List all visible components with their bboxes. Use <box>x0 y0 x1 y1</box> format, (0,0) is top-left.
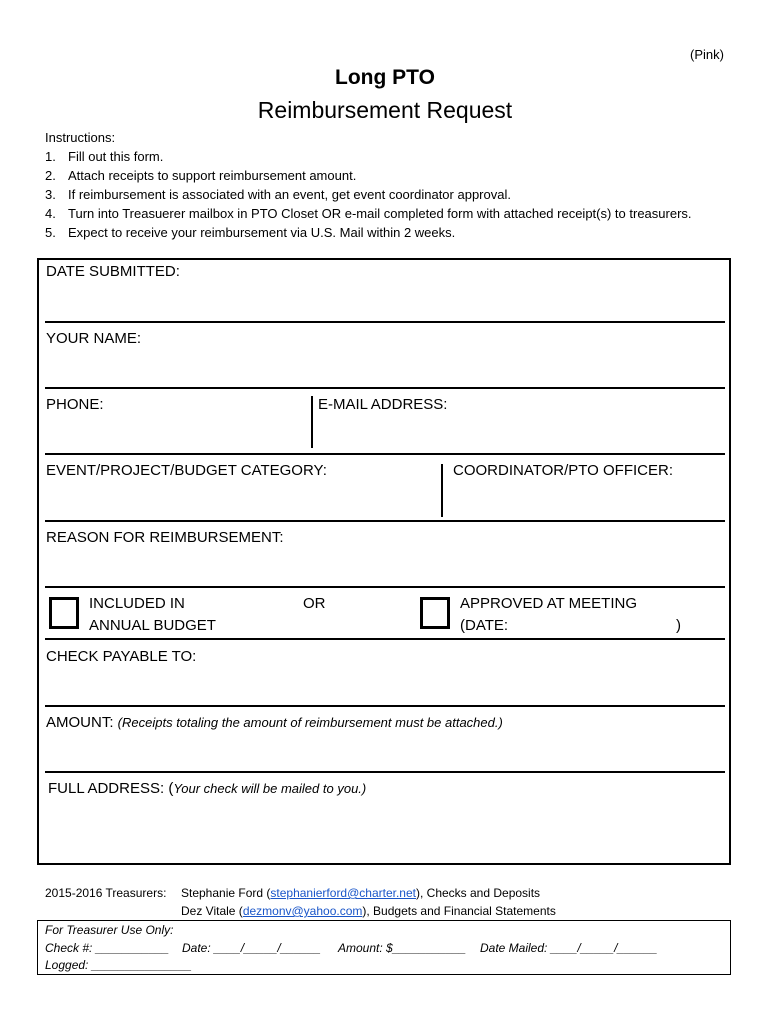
instruction-number: 1. <box>45 149 56 164</box>
amount-note: (Receipts totaling the amount of reimbursement must be attached.) <box>117 715 503 730</box>
event-coordinator-divider <box>441 464 443 517</box>
date-submitted-label: DATE SUBMITTED: <box>46 263 180 280</box>
instructions-heading: Instructions: <box>45 130 116 145</box>
treasurer-1-email-link[interactable]: stephanierford@charter.net <box>270 886 416 900</box>
date-submitted-line[interactable] <box>45 321 725 323</box>
check-payable-line[interactable] <box>45 705 725 707</box>
phone-email-line[interactable] <box>45 453 725 455</box>
email-address-label: E-MAIL ADDRESS: <box>318 396 448 413</box>
instruction-item <box>45 223 692 242</box>
your-name-line[interactable] <box>45 387 725 389</box>
instruction-item <box>45 166 692 185</box>
instruction-text: Expect to receive your reimbursement via U.S. Mail within 2 weeks. <box>68 225 456 240</box>
approved-date-label: (DATE: <box>460 617 509 634</box>
reimbursement-form-box <box>37 258 731 865</box>
instruction-item <box>45 147 692 166</box>
your-name-label: YOUR NAME: <box>46 330 142 347</box>
or-label: OR <box>303 595 326 612</box>
instruction-text: Fill out this form. <box>68 149 164 164</box>
treasurer-2-role: ), Budgets and Financial Statements <box>362 904 556 918</box>
instruction-number: 5. <box>45 225 56 240</box>
reason-label: REASON FOR REIMBURSEMENT: <box>46 529 284 546</box>
full-address-note: Your check will be mailed to you.) <box>173 781 367 796</box>
treasurers-label: 2015-2016 Treasurers: <box>45 886 167 900</box>
page-title: Long PTO <box>335 66 435 89</box>
instructions-list <box>45 147 692 242</box>
treasurer-1 <box>181 886 540 900</box>
event-coordinator-line[interactable] <box>45 520 725 522</box>
treasurer-1-role: ), Checks and Deposits <box>416 886 541 900</box>
date-mailed-field: Date Mailed: ____/_____/______ <box>480 941 658 955</box>
treasurer-2 <box>181 904 556 918</box>
copy-color-label: (Pink) <box>690 47 724 62</box>
checkbox-row-line <box>45 638 725 640</box>
instructions <box>45 128 692 242</box>
amount-field <box>46 714 503 731</box>
full-address-area[interactable] <box>46 805 726 860</box>
approved-label-line1: APPROVED AT MEETING <box>460 595 637 612</box>
phone-email-divider <box>311 396 313 448</box>
amount-line[interactable] <box>45 771 725 773</box>
amount-field-treasurer: Amount: $___________ <box>338 941 467 955</box>
instruction-number: 2. <box>45 168 56 183</box>
included-in-budget-checkbox[interactable] <box>49 597 79 629</box>
instruction-item <box>45 185 692 204</box>
reason-line[interactable] <box>45 586 725 588</box>
approved-at-meeting-checkbox[interactable] <box>420 597 450 629</box>
treasurer-use-heading: For Treasurer Use Only: <box>45 923 174 937</box>
instruction-text: Attach receipts to support reimbursement amount. <box>68 168 357 183</box>
logged-field: Logged: _______________ <box>45 958 192 972</box>
amount-label: AMOUNT: <box>46 714 114 731</box>
included-label-line2: ANNUAL BUDGET <box>89 617 216 634</box>
treasurer-2-name: Dez Vitale ( <box>181 904 243 918</box>
included-label-line1: INCLUDED IN <box>89 595 185 612</box>
check-payable-label: CHECK PAYABLE TO: <box>46 648 197 665</box>
treasurer-1-name: Stephanie Ford ( <box>181 886 271 900</box>
treasurer-2-email-link[interactable]: dezmonv@yahoo.com <box>242 904 363 918</box>
coordinator-label: COORDINATOR/PTO OFFICER: <box>453 462 674 479</box>
date-field: Date: ____/_____/______ <box>182 941 321 955</box>
instruction-item <box>45 204 692 223</box>
instruction-text: Turn into Treasuerer mailbox in PTO Closet OR e-mail completed form with attached receipt(s) to treasurers. <box>68 206 692 221</box>
approved-date-close: ) <box>676 617 681 634</box>
event-category-label: EVENT/PROJECT/BUDGET CATEGORY: <box>46 462 327 479</box>
instruction-number: 4. <box>45 206 56 221</box>
full-address-label: FULL ADDRESS: ( <box>48 780 174 797</box>
page-subtitle: Reimbursement Request <box>257 97 513 123</box>
instruction-number: 3. <box>45 187 56 202</box>
phone-label: PHONE: <box>46 396 104 413</box>
full-address-field <box>48 780 366 797</box>
check-number-field: Check #: ___________ <box>45 941 170 955</box>
treasurer-use-box <box>37 920 731 975</box>
instruction-text: If reimbursement is associated with an event, get event coordinator approval. <box>68 187 511 202</box>
